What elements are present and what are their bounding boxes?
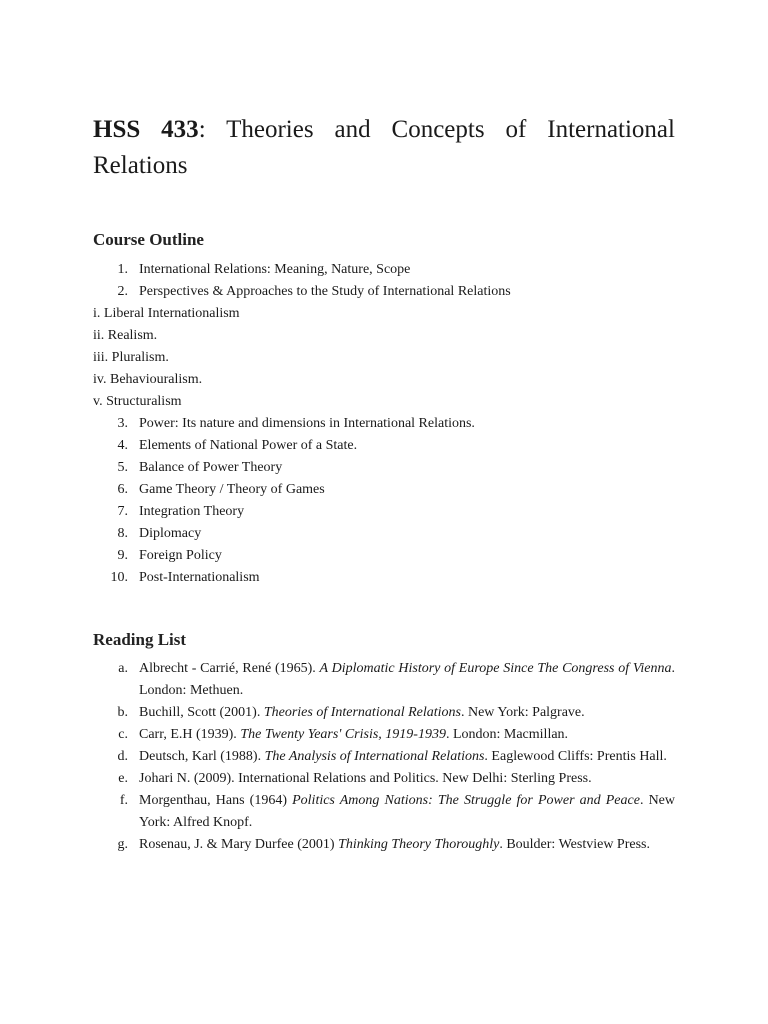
outline-item (0, 523, 768, 545)
outline-item-number: 9. (117, 548, 128, 563)
reading-entry (0, 724, 675, 746)
outline-item (0, 457, 768, 479)
outline-item-number: 7. (117, 504, 128, 519)
reading-entry-author: Johari N. (2009). International Relations and Politics. New Delhi: Sterling Press. (139, 771, 592, 786)
reading-entry-publisher: . New York: Palgrave. (460, 705, 585, 720)
reading-entry-publisher: . London: Methuen. (139, 661, 676, 698)
reading-entry-author: Rosenau, J. & Mary Durfee (2001) (139, 837, 339, 852)
outline-item-number: 6. (117, 482, 128, 497)
outline-item-text: Power: Its nature and dimensions in International Relations. (139, 416, 475, 431)
outline-item-number: 4. (117, 438, 128, 453)
reading-entry-letter: b. (117, 705, 128, 720)
outline-subitem (0, 391, 768, 413)
outline-item (0, 281, 768, 303)
reading-entry-letter: c. (118, 727, 128, 742)
reading-entry-letter: d. (117, 749, 128, 764)
outline-item-number: 10. (110, 570, 128, 585)
reading-entry (0, 790, 675, 834)
reading-entry-author: Buchill, Scott (2001). (139, 705, 264, 720)
outline-item (0, 259, 768, 281)
outline-item-text: Diplomacy (139, 526, 202, 541)
reading-entry (0, 702, 675, 724)
reading-entry-title: A Diplomatic History of Europe Since The Congress of Vienna (319, 661, 672, 676)
reading-list-heading: Reading List (93, 630, 187, 649)
outline-item-text: Elements of National Power of a State. (139, 438, 358, 453)
reading-entry-author: Morgenthau, Hans (1964) (139, 793, 293, 808)
reading-entry-title: The Analysis of International Relations (264, 749, 485, 764)
reading-entry-title: The Twenty Years' Crisis, 1919-1939 (240, 727, 446, 742)
outline-item-text: Integration Theory (139, 504, 245, 519)
reading-entry-title: Politics Among Nations: The Struggle for Power and Peace (292, 793, 640, 808)
outline-subitem (0, 303, 768, 325)
outline-subitem-text: i. Liberal Internationalism (93, 306, 240, 321)
reading-entry-title: Thinking Theory Thoroughly (338, 837, 500, 852)
reading-entry-letter: g. (117, 837, 128, 852)
reading-entry (0, 658, 675, 702)
reading-entry-letter: a. (118, 661, 128, 676)
outline-item (0, 413, 768, 435)
reading-entry-author: Albrecht - Carrié, René (1965). (139, 661, 320, 676)
outline-subitem-text: ii. Realism. (93, 328, 158, 343)
outline-item-number: 5. (117, 460, 128, 475)
outline-item-text: Perspectives & Approaches to the Study of International Relations (139, 284, 511, 299)
outline-item-text: Balance of Power Theory (139, 460, 283, 475)
outline-item (0, 545, 768, 567)
reading-list (0, 658, 768, 856)
reading-entry-publisher: . Eaglewood Cliffs: Prentis Hall. (484, 749, 667, 764)
course-code: HSS 433 (93, 116, 199, 143)
outline-item (0, 501, 768, 523)
reading-entry (0, 834, 675, 856)
course-outline-heading: Course Outline (93, 230, 204, 249)
reading-entry-letter: e. (118, 771, 128, 786)
outline-item-text: Game Theory / Theory of Games (139, 482, 325, 497)
outline-item-number: 3. (117, 416, 128, 431)
outline-item-number: 8. (117, 526, 128, 541)
reading-entry-author: Carr, E.H (1939). (139, 727, 241, 742)
reading-entry-publisher: . Boulder: Westview Press. (499, 837, 650, 852)
outline-item (0, 567, 768, 589)
reading-entry (0, 746, 675, 768)
reading-entry-title: Theories of International Relations (263, 705, 461, 720)
outline-subitem-text: v. Structuralism (93, 394, 182, 409)
outline-item-number: 1. (117, 262, 128, 277)
outline-item (0, 479, 768, 501)
course-outline-list (0, 259, 768, 589)
outline-item-number: 2. (117, 284, 128, 299)
outline-item-text: International Relations: Meaning, Nature, Scope (139, 262, 411, 277)
outline-subitem-text: iii. Pluralism. (93, 350, 169, 365)
course-name: : Theories and Concepts of International Relations (93, 116, 675, 179)
outline-subitem-text: iv. Behaviouralism. (93, 372, 203, 387)
outline-subitem (0, 369, 768, 391)
outline-subitem (0, 325, 768, 347)
outline-item (0, 435, 768, 457)
reading-entry-publisher: . New York: Alfred Knopf. (139, 793, 675, 830)
outline-item-text: Foreign Policy (139, 548, 222, 563)
reading-entry (0, 768, 675, 790)
reading-entry-author: Deutsch, Karl (1988). (139, 749, 265, 764)
reading-entry-publisher: . London: Macmillan. (445, 727, 569, 742)
outline-subitem (0, 347, 768, 369)
outline-item-text: Post-Internationalism (139, 570, 260, 585)
document-title (93, 112, 675, 184)
reading-entry-letter: f. (119, 793, 128, 808)
